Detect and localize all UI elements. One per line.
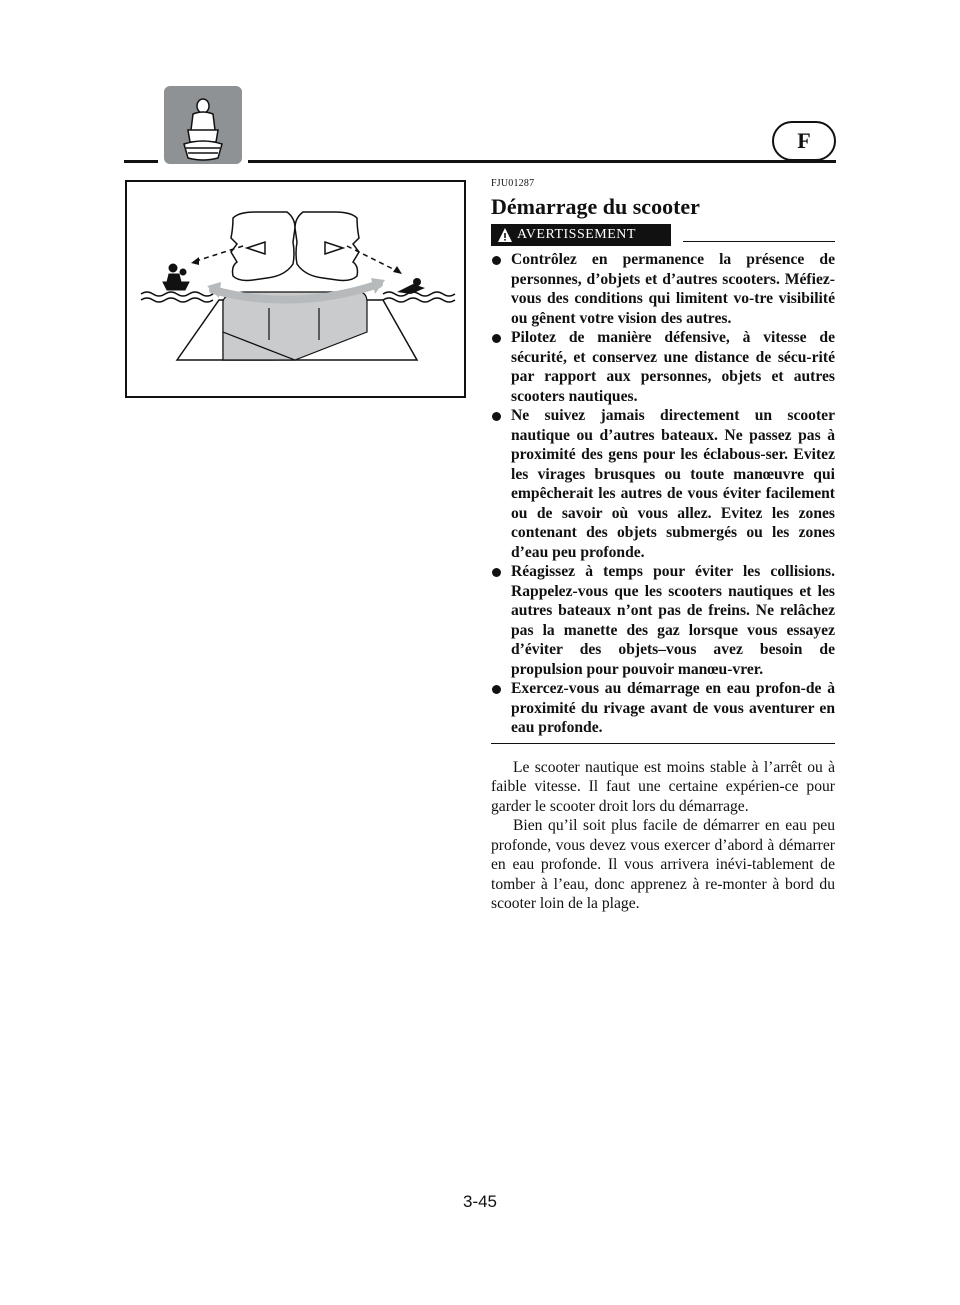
warning-item: Ne suivez jamais directement un scooter nautique ou d’autres bateaux. Ne passez pas à proximité des gens pour les éclabous-ser. Evitez les virages brusques ou toute manœuvre qui empêcherait les autres de vous éviter facilement ou de savoir où vous allez. Evitez les zones contenant des objets submergés ou les zones d’eau peu profonde. [491,406,835,562]
warning-list [491,250,835,738]
body-paragraph: Bien qu’il soit plus facile de démarrer en eau peu profonde, vous devez vous exercer d’abord à démarrer en eau profonde. Il vous arrivera inévi-tablement de tomber à l’eau, donc apprenez à re-monter à bord du scooter loin de la plage. [491,817,835,912]
watercraft-rider-icon [164,86,242,164]
warning-badge [491,224,671,246]
bullet-icon [492,568,501,577]
bullet-icon [492,256,501,265]
illustration-rider-looking-around [125,180,466,398]
warning-header [491,224,835,250]
warning-item: Contrôlez en permanence la présence de personnes, d’objets et d’autres scooters. Méfiez-vous des conditions qui limitent vo-tre visibilité ou gênent votre vision des autres. [491,250,835,328]
page-number: 3-45 [462,1192,498,1211]
language-badge: F [772,121,836,161]
warning-label: AVERTISSEMENT [517,227,636,242]
warning-item: Réagissez à temps pour éviter les collisions. Rappelez-vous que les scooters nautiques et les autres bateaux n’ont pas de freins. Ne relâchez pas la manette des gaz lorsque vous essayez d’éviter des objets–vous avez besoin de propulsion pour pouvoir manœu-vrer. [491,562,835,679]
warning-end-rule [491,743,835,744]
warning-rule [683,241,835,242]
header-rule [124,160,158,163]
warning-item: Exercez-vous au démarrage en eau profon-de à proximité du rivage avant de vous aventurer en eau profonde. [491,679,835,738]
header-rule [248,160,836,163]
body-text [491,758,835,914]
section-title: Démarrage du scooter [491,194,700,219]
content-column [491,178,835,914]
warning-triangle-icon [497,227,513,243]
bullet-icon [492,685,501,694]
warning-item: Pilotez de manière défensive, à vitesse de sécurité, et conservez une distance de sécu-rité par rapport aux personnes, objets et autres scooters nautiques. [491,328,835,406]
rider-looking-around-icon [127,182,464,396]
body-paragraph: Le scooter nautique est moins stable à l’arrêt ou à faible vitesse. Il faut une certaine expérien-ce pour garder le scooter droit lors du démarrage. [491,758,835,815]
bullet-icon [492,334,501,343]
section-code: FJU01287 [491,178,535,189]
bullet-icon [492,412,501,421]
